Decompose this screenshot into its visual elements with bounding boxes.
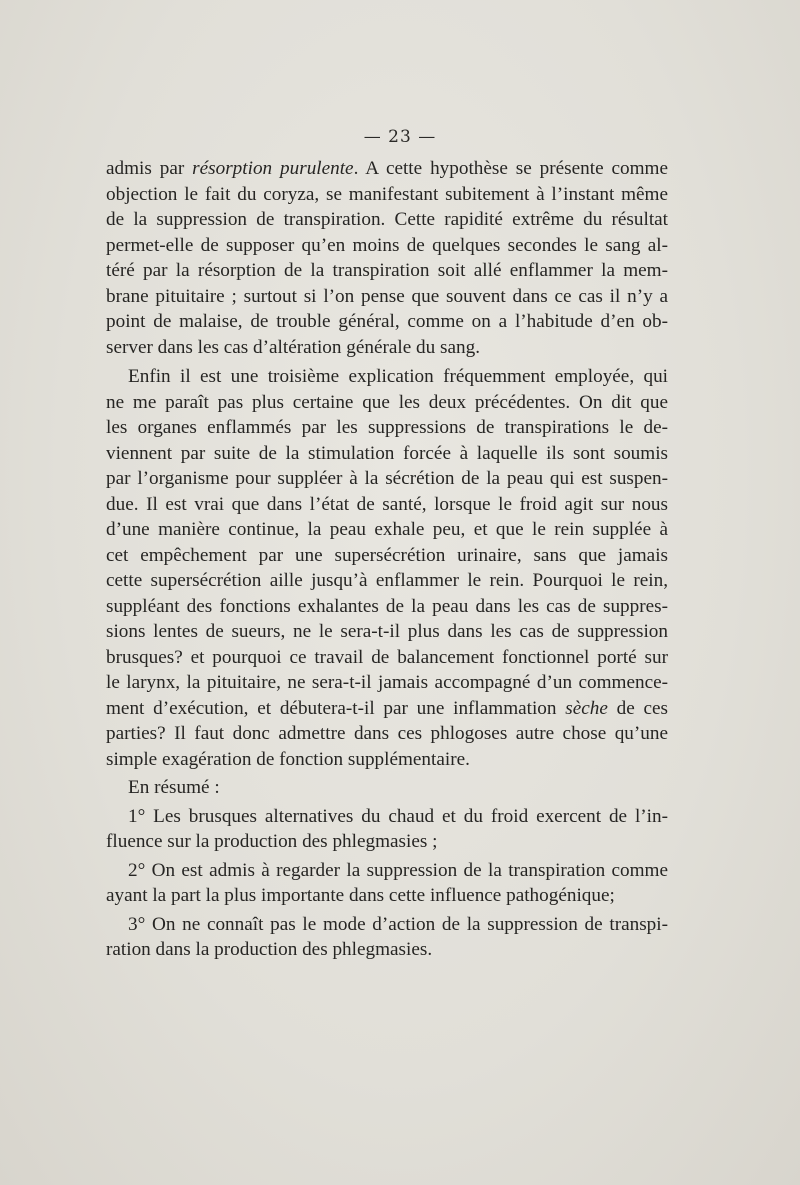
italic-term: résorption purulente (192, 158, 354, 179)
text-line: cet empêchement par une supersécrétion urinaire, sans que jamais (106, 544, 668, 566)
text-line: ration dans la production des phlegmasies. (106, 939, 433, 960)
text-line: téré par la résorption de la transpiration soit allé enflammer la mem- (106, 260, 668, 281)
text-line: ne me paraît pas plus certaine que les deux précédentes. On dit que (106, 391, 668, 413)
page-number: — 23 — (363, 127, 437, 147)
text-line: server dans les cas d’altération générale du sang. (106, 336, 480, 358)
text-line: Enfin il est une troisième explication fréquemment employée, qui (128, 366, 668, 387)
text-line: d’une manière continue, la peau exhale peu, et que le rein supplée à (106, 519, 668, 540)
text-line: permet-elle de supposer qu’en moins de quelques secondes le sang al- (106, 234, 668, 256)
text-line: fluence sur la production des phlegmasies ; (106, 831, 438, 852)
text-segment: . A cette hypothèse se présente comme (353, 158, 668, 179)
text-line: point de malaise, de trouble général, comme on a l’habitude d’en ob- (106, 311, 668, 332)
text-line: objection le fait du coryza, se manifestant subitement à l’instant même (106, 183, 668, 205)
body-text (106, 156, 668, 963)
summary-heading: En résumé : (128, 777, 220, 798)
text-line: brusques? et pourquoi ce travail de balancement fonctionnel porté sur (106, 646, 668, 668)
text-line (106, 156, 668, 182)
text-line (106, 696, 668, 722)
text-line: sions lentes de sueurs, ne le sera-t-il plus dans les cas de suppression (106, 621, 668, 642)
italic-term: sèche (565, 697, 608, 719)
text-line: parties? Il faut donc admettre dans ces phlogoses autre chose qu’une (106, 723, 668, 744)
text-segment: ment d’exécution, et débutera-t-il par une inflammation (106, 697, 566, 719)
text-line: due. Il est vrai que dans l’état de santé, lorsque le froid agit sur nous (106, 493, 668, 515)
text-line: par l’organisme pour suppléer à la sécrétion de la peau qui est suspen- (106, 468, 668, 489)
text-segment: admis par (106, 158, 193, 179)
text-segment: de ces (607, 697, 668, 719)
text-line: de la suppression de transpiration. Cette rapidité extrême du résultat (106, 209, 668, 230)
summary-item-1: 1° Les brusques alternatives du chaud et du froid exercent de l’in- (128, 805, 668, 827)
text-line: les organes enflammés par les suppressions de transpirations le de- (106, 417, 668, 438)
text-line: simple exagération de fonction supplémentaire. (106, 748, 470, 770)
text-line: ayant la part la plus importante dans cette influence pathogénique; (106, 885, 615, 906)
text-line: cette supersécrétion aille jusqu’à enflammer le rein. Pourquoi le rein, (106, 570, 668, 591)
text-line: le larynx, la pituitaire, ne sera-t-il jamais accompagné d’un commence- (106, 672, 668, 693)
text-line: brane pituitaire ; surtout si l’on pense que souvent dans ce cas il n’y a (106, 285, 668, 307)
text-line: suppléant des fonctions exhalantes de la peau dans les cas de suppres- (106, 595, 668, 617)
text-line: viennent par suite de la stimulation forcée à laquelle ils sont soumis (106, 442, 668, 464)
summary-item-2: 2° On est admis à regarder la suppression de la transpiration comme (128, 859, 668, 881)
summary-item-3: 3° On ne connaît pas le mode d’action de la suppression de transpi- (128, 913, 668, 935)
